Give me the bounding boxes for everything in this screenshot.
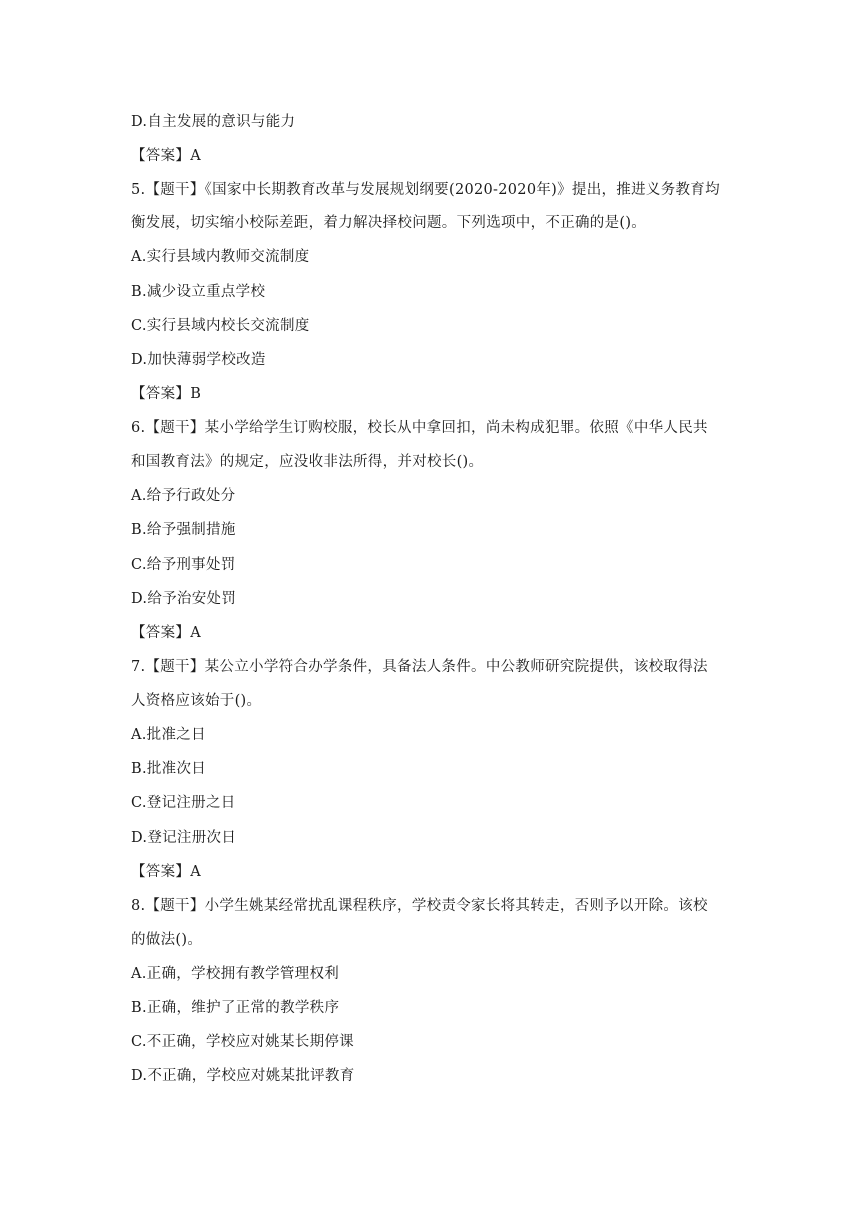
option-text: A.实行县域内教师交流制度 [131, 249, 310, 265]
option-text: A.正确，学校拥有教学管理权利 [131, 966, 340, 982]
option-text: C.给予刑事处罚 [131, 557, 236, 573]
option-text: A.给予行政处分 [131, 488, 236, 504]
option-text: D.给予治安处罚 [131, 591, 237, 607]
question-stem: 6.【题干】某小学给学生订购校服，校长从中拿回扣，尚未构成犯罪。依照《中华人民共 [131, 420, 708, 436]
question-stem: 的做法()。 [131, 932, 203, 948]
question-stem: 和国教育法》的规定，应没收非法所得，并对校长()。 [131, 454, 484, 470]
option-text: C.不正确，学校应对姚某长期停课 [131, 1034, 354, 1050]
question-stem: 衡发展，切实缩小校际差距，着力解决择校问题。下列选项中，不正确的是()。 [131, 215, 647, 231]
answer-text: 【答案】A [131, 864, 201, 880]
option-text: D.加快薄弱学校改造 [131, 352, 266, 368]
option-text: B.减少设立重点学校 [131, 284, 266, 300]
question-stem: 5.【题干】《国家中长期教育改革与发展规划纲要(2020-2020年)》提出，推进义务教育均 [131, 182, 720, 198]
answer-text: 【答案】A [131, 625, 201, 641]
option-text: B.给予强制措施 [131, 522, 236, 538]
question-stem: 人资格应该始于()。 [131, 693, 262, 709]
option-text: D.登记注册次日 [131, 830, 237, 846]
answer-text: 【答案】A [131, 148, 201, 164]
option-text: C.登记注册之日 [131, 795, 236, 811]
option-text: C.实行县域内校长交流制度 [131, 318, 310, 334]
answer-text: 【答案】B [131, 386, 202, 402]
question-stem: 8.【题干】小学生姚某经常扰乱课程秩序，学校责令家长将其转走，否则予以开除。该校 [131, 898, 708, 914]
question-stem: 7.【题干】某公立小学符合办学条件，具备法人条件。中公教师研究院提供，该校取得法 [131, 659, 708, 675]
option-text: B.批准次日 [131, 761, 207, 777]
option-text: D.不正确，学校应对姚某批评教育 [131, 1068, 355, 1084]
option-text: B.正确，维护了正常的教学秩序 [131, 1000, 340, 1016]
option-text: D.自主发展的意识与能力 [131, 114, 296, 130]
option-text: A.批准之日 [131, 727, 206, 743]
